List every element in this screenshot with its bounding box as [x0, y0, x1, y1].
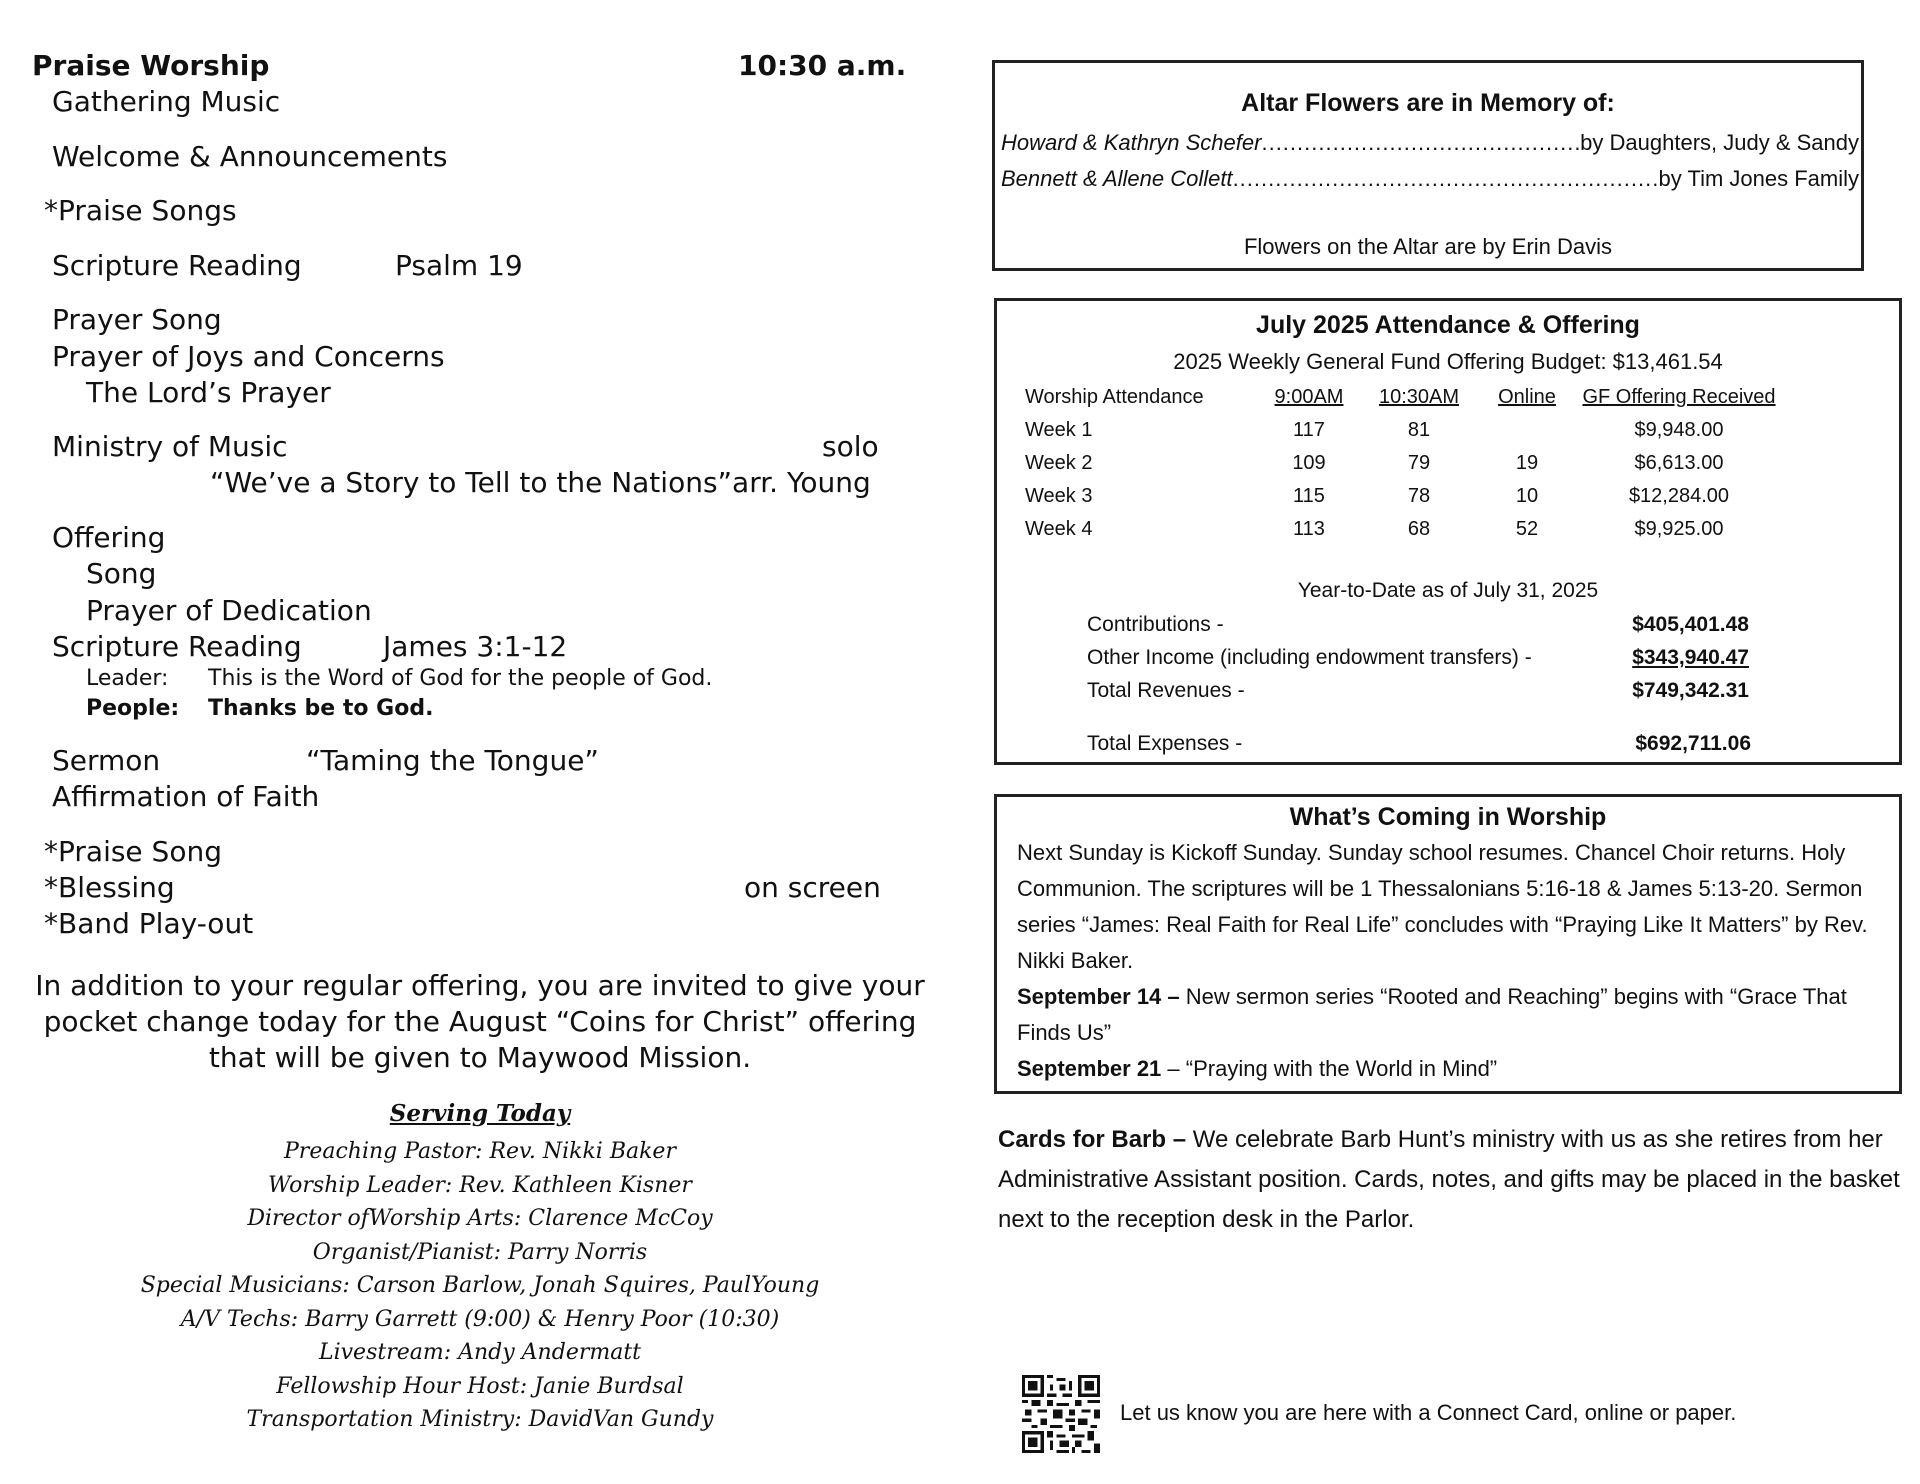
coming-in-worship-box [994, 794, 1902, 1094]
cell-online [1475, 414, 1579, 447]
serving-row: Preaching Pastor: Rev. Nikki Baker [284, 1139, 676, 1164]
blessing: *Blessing [44, 871, 175, 904]
cell-1030am: 78 [1407, 485, 1431, 507]
cell-offering: $12,284.00 [1628, 485, 1730, 507]
coming-paragraph [1017, 979, 1883, 1051]
serving-row: Director ofWorship Arts: Clarence McCoy [247, 1206, 713, 1231]
service-time: 10:30 a.m. [738, 49, 907, 82]
coming-paragraph [1017, 1051, 1883, 1087]
flower-entry-name: Bennett & Allene Collett [1001, 166, 1233, 191]
serving-row: Organist/Pianist: Parry Norris [312, 1239, 648, 1265]
affirmation-of-faith: Affirmation of Faith [52, 780, 320, 813]
coming-text: New sermon series “Rooted and Reaching” begins with “Grace That Finds Us” [1017, 984, 1847, 1045]
cell-9am: 109 [1292, 452, 1326, 474]
attendance-table [1025, 381, 1779, 546]
scripture-reading-2-label: Scripture Reading [52, 630, 302, 663]
cell-online: 10 [1515, 485, 1539, 507]
ytd-value: $749,342.31 [1632, 679, 1749, 702]
attendance-offering-box [994, 298, 1902, 765]
people-text: Thanks be to God. [208, 696, 434, 721]
attendance-title: July 2025 Attendance & Offering [1256, 311, 1640, 339]
serving-row: Transportation Ministry: DavidVan Gundy [246, 1407, 714, 1432]
lords-prayer: The Lord’s Prayer [86, 376, 331, 409]
cell-1030am: 68 [1407, 518, 1431, 540]
serving-today [140, 1100, 820, 1437]
cell-9am: 115 [1293, 485, 1325, 507]
serving-row: Fellowship Hour Host: Janie Burdsal [276, 1373, 684, 1399]
ministry-solo: solo [822, 430, 879, 463]
altar-flowers-box [992, 60, 1864, 271]
ytd-value: $692,711.06 [1635, 732, 1751, 755]
table-header-row [1025, 381, 1779, 414]
leader-label: Leader: [86, 666, 169, 691]
offering-song: Song [86, 557, 157, 590]
flower-entry-by: by Daughters, Judy & Sandy [1580, 130, 1859, 155]
band-play-out: *Band Play-out [44, 907, 254, 940]
flower-entry [1001, 125, 1859, 161]
week-label: Week 4 [1025, 518, 1093, 540]
coming-title: What’s Coming in Worship [1289, 803, 1607, 831]
serving-row: A/V Techs: Barry Garrett (9:00) & Henry Poor (10:30) [180, 1306, 780, 1332]
ytd-label: Other Income (including endowment transfers) - [1087, 646, 1532, 669]
people-label: People: [86, 696, 180, 721]
coming-paragraph: Next Sunday is Kickoff Sunday. Sunday school resumes. Chancel Choir returns. Holy Communion. The scriptures will be 1 Thessalonians 5:16-18 & James 5:13-20. Sermon series “James: Real Faith for Real Life” concludes with “Praying Like It Matters” by Rev. Nikki Baker. [1017, 840, 1868, 973]
coins-for-christ-note: In addition to your regular offering, you are invited to give your pocket change today for the August “Coins for Christ” offering that will be given to Maywood Mission. [35, 969, 925, 1074]
cell-offering: $6,613.00 [1634, 452, 1724, 474]
offering: Offering [52, 521, 166, 554]
ytd-label: Contributions - [1087, 613, 1224, 636]
table-row [1025, 480, 1779, 513]
praise-song: *Praise Song [44, 835, 222, 868]
connect-card-text: Let us know you are here with a Connect Card, online or paper. [1120, 1400, 1737, 1425]
ministry-piece: “We’ve a Story to Tell to the Nations”arr. Young [210, 466, 871, 499]
scripture-reading-1-label: Scripture Reading [52, 249, 302, 282]
prayer-of-dedication: Prayer of Dedication [86, 594, 372, 627]
leader-dots [1233, 161, 1659, 197]
ytd-value: $343,940.47 [1632, 646, 1749, 669]
cards-lead: Cards for Barb – [998, 1126, 1187, 1153]
ytd-title: Year-to-Date as of July 31, 2025 [1297, 579, 1599, 602]
leader-dots [1261, 125, 1580, 161]
prayer-song: Prayer Song [52, 303, 222, 336]
serving-today-heading: Serving Today [389, 1100, 571, 1127]
week-label: Week 1 [1025, 419, 1093, 441]
prayer-joys-concerns: Prayer of Joys and Concerns [52, 340, 445, 373]
cards-for-barb [998, 1120, 1902, 1240]
table-row [1025, 414, 1779, 447]
sermon-title: “Taming the Tongue” [306, 744, 599, 777]
scripture-reading-1-ref: Psalm 19 [395, 249, 523, 282]
flower-entry-name: Howard & Kathryn Schefer [1001, 130, 1262, 155]
flower-entry [1001, 161, 1859, 197]
ytd-value: $405,401.48 [1632, 613, 1749, 636]
table-row [1025, 447, 1779, 480]
qr-code-icon[interactable] [1022, 1375, 1100, 1453]
flower-entry-by: by Tim Jones Family [1658, 166, 1859, 191]
gathering-music: Gathering Music [52, 85, 281, 118]
ytd-label: Total Revenues - [1087, 679, 1245, 702]
praise-songs: *Praise Songs [44, 194, 237, 227]
cell-9am: 117 [1293, 419, 1325, 441]
weekly-budget: 2025 Weekly General Fund Offering Budget: $13,461.54 [1173, 349, 1723, 374]
coming-text: – “Praying with the World in Mind” [1161, 1056, 1498, 1081]
coming-date: September 14 – [1017, 984, 1180, 1009]
ytd-label: Total Expenses - [1087, 732, 1243, 755]
cell-1030am: 81 [1407, 419, 1431, 441]
table-row [1025, 513, 1779, 546]
sermon-label: Sermon [52, 744, 161, 777]
week-label: Week 3 [1025, 485, 1093, 507]
col-9am: 9:00AM [1274, 386, 1344, 408]
col-online: Online [1498, 386, 1556, 408]
blessing-note: on screen [744, 871, 881, 904]
cell-9am: 113 [1293, 518, 1325, 540]
altar-flowers-note: Flowers on the Altar are by Erin Davis [1243, 234, 1613, 259]
cards-text: We celebrate Barb Hunt’s ministry with us as she retires from her Administrative Assistant position. Cards, notes, and gifts may be placed in the basket next to the reception desk in the Parlor. [998, 1126, 1900, 1233]
cell-offering: $9,948.00 [1634, 419, 1724, 441]
altar-flowers-title: Altar Flowers are in Memory of: [1241, 89, 1615, 117]
leader-text: This is the Word of God for the people of God. [208, 666, 713, 691]
serving-row: Special Musicians: Carson Barlow, Jonah Squires, PaulYoung [140, 1273, 820, 1298]
welcome-announcements: Welcome & Announcements [52, 140, 448, 173]
cell-offering: $9,925.00 [1634, 518, 1724, 540]
coming-date: September 21 [1017, 1056, 1162, 1081]
cell-1030am: 79 [1407, 452, 1431, 474]
col-1030am: 10:30AM [1378, 386, 1460, 408]
service-title: Praise Worship [32, 49, 270, 82]
serving-row: Worship Leader: Rev. Kathleen Kisner [268, 1172, 692, 1198]
col-gf-offering: GF Offering Received [1582, 386, 1776, 408]
ministry-of-music: Ministry of Music [52, 430, 288, 463]
scripture-reading-2-ref: James 3:1-12 [383, 630, 568, 663]
col-worship-attendance: Worship Attendance [1025, 386, 1204, 408]
cell-online: 19 [1515, 452, 1539, 474]
week-label: Week 2 [1025, 452, 1093, 474]
serving-row: Livestream: Andy Andermatt [318, 1340, 642, 1365]
cell-online: 52 [1515, 518, 1539, 540]
